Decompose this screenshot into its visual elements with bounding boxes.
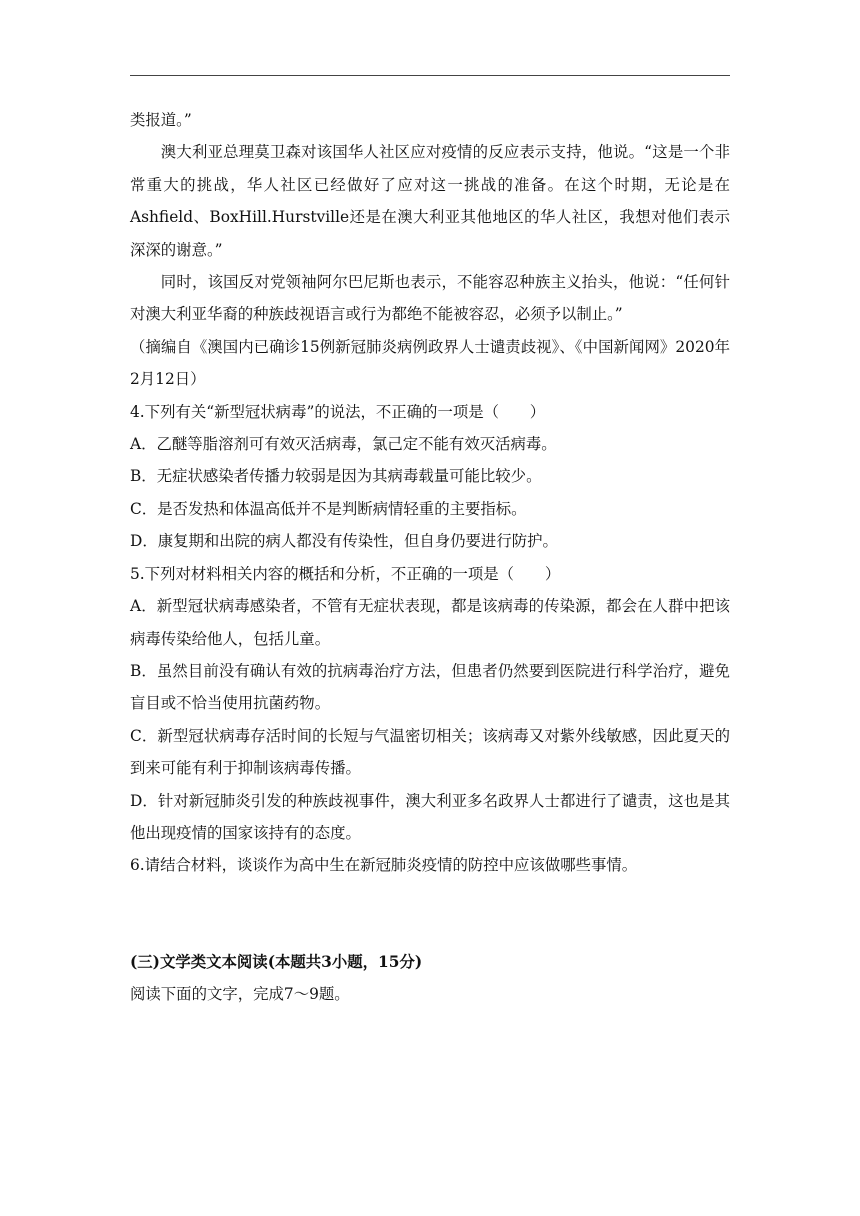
question-5-stem: 5.下列对材料相关内容的概括和分析，不正确的一项是（ ） (130, 564, 561, 583)
question-4-stem: 4.下列有关“新型冠状病毒”的说法，不正确的一项是（ ） (130, 402, 546, 421)
question-5-option-b: B．虽然目前没有确认有效的抗病毒治疗方法，但患者仍然要到医院进行科学治疗，避免盲目或不恰当使用抗菌药物。 (130, 661, 730, 713)
section-3-instruction: 阅读下面的文字，完成7～9题。 (130, 985, 350, 1004)
question-4-option-d: D．康复期和出院的病人都没有传染性，但自身仍要进行防护。 (130, 532, 558, 551)
document-body (130, 104, 730, 1011)
section-3-heading: (三)文学类文本阅读(本题共3小题，15分) (130, 952, 423, 971)
question-5-option-d: D．针对新冠肺炎引发的种族歧视事件，澳大利亚多名政界人士都进行了谴责，这也是其他出现疫情的国家该持有的态度。 (130, 791, 730, 842)
question-5-option-c: C．新型冠状病毒存活时间的长短与气温密切相关；该病毒又对紫外线敏感，因此夏天的到来可能有利于抑制该病毒传播。 (130, 726, 730, 778)
question-4-option-a: A．乙醚等脂溶剂可有效灭活病毒，氯己定不能有效灭活病毒。 (130, 435, 557, 454)
question-6-stem: 6.请结合材料，谈谈作为高中生在新冠肺炎疫情的防控中应该做哪些事情。 (130, 856, 638, 875)
passage-paragraph-2: 同时，该国反对党领袖阿尔巴尼斯也表示，不能容忍种族主义抬头，他说：“任何针对澳大利亚华裔的种族歧视语言或行为都绝不能被容忍，必须予以制止。” (130, 273, 730, 324)
question-5-option-a: A．新型冠状病毒感染者，不管有无症状表现，都是该病毒的传染源，都会在人群中把该病毒传染给他人，包括儿童。 (130, 597, 730, 648)
passage-paragraph-1: 澳大利亚总理莫卫森对该国华人社区应对疫情的反应表示支持，他说。“这是一个非常重大的挑战，华人社区已经做好了应对这一挑战的准备。在这个时期，无论是在Ashfield、BoxHill.Hurstville还是在澳大利亚其他地区的华人社区，我想对他们表示深深的谢意。” (130, 143, 730, 259)
source-citation: （摘编自《澳国内已确诊15例新冠肺炎病例政界人士谴责歧视》、《中国新闻网》2020年2月12日） (130, 337, 730, 389)
header-rule (130, 75, 730, 76)
question-4-option-c: C．是否发热和体温高低并不是判断病情轻重的主要指标。 (130, 499, 527, 518)
passage-continuation: 类报道。” (130, 111, 192, 129)
answer-space (130, 882, 730, 946)
question-4-option-b: B．无症状感染者传播力较弱是因为其病毒载量可能比较少。 (130, 467, 542, 486)
